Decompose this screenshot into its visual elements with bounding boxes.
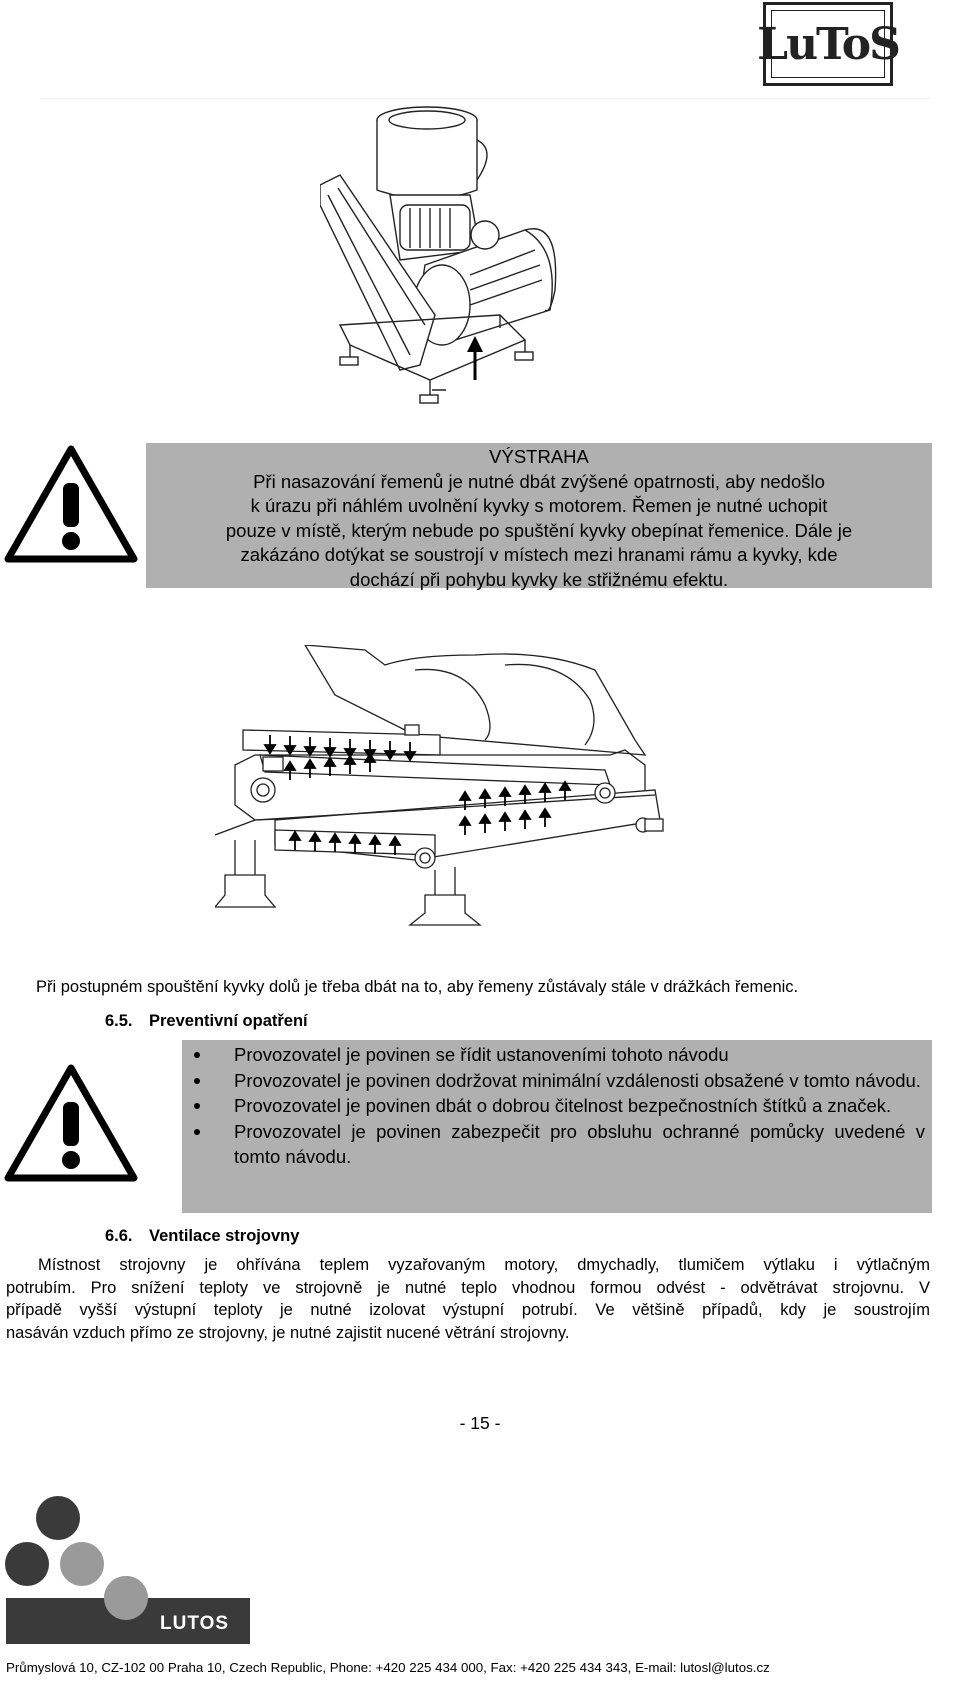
bullet-dot bbox=[194, 1052, 200, 1058]
belt-note: Při postupném spouštění kyvky dolů je třeba dbát na to, aby řemeny zůstávaly stále v drážkách řemenic. bbox=[36, 978, 799, 996]
list-item-text: Provozovatel je povinen dodržovat minimální vzdálenosti obsažené v tomto návodu. bbox=[234, 1069, 921, 1091]
list-item bbox=[190, 1093, 925, 1119]
list-item bbox=[190, 1042, 925, 1068]
section-title: Preventivní opatření bbox=[149, 1012, 308, 1030]
warning-triangle-icon bbox=[4, 443, 138, 565]
warning-line: dochází při pohybu kyvky ke střižnému efektu. bbox=[349, 568, 729, 590]
company-logo-text: LuToS bbox=[771, 10, 885, 78]
warning-line: pouze v místě, kterým nebude po spuštění kyvky obepínat řemenice. Dále je bbox=[225, 519, 853, 541]
warning-triangle-icon bbox=[4, 1062, 138, 1184]
paragraph-line: Místnost strojovny je ohřívána teplem vyzařovaným motory, dmychadly, tlumičem výtlaku i výtlačným bbox=[38, 1256, 930, 1274]
section-number: 6.6. bbox=[105, 1227, 133, 1245]
preventive-measures-list bbox=[190, 1042, 925, 1170]
footer-address: Průmyslová 10, CZ-102 00 Praha 10, Czech Republic, Phone: +420 225 434 000, Fax: +420 225 434 343, E-mail: lutosl@lutos.cz bbox=[6, 1660, 770, 1675]
warning-title: VÝSTRAHA bbox=[489, 446, 589, 467]
list-item-text: Provozovatel je povinen zabezpečit pro obsluhu ochranné pomůcky uvedené v tomto návodu. bbox=[234, 1120, 925, 1167]
blower-illustration bbox=[320, 100, 620, 420]
list-item bbox=[190, 1119, 925, 1170]
paragraph-line: případě vyšší výstupní teploty je nutné izolovat výstupní potrubí. Ve většině případů, kdy je soustrojím bbox=[6, 1301, 930, 1319]
warning-line: Při nasazování řemenů je nutné dbát zvýšené opatrnosti, aby nedošlo bbox=[253, 470, 825, 492]
company-logo bbox=[757, 2, 899, 86]
bullet-dot bbox=[194, 1078, 200, 1084]
paragraph-line: nasáván vzduch přímo ze strojovny, je nutné zajistit nucené větrání strojovny. bbox=[6, 1323, 570, 1342]
bullet-dot bbox=[194, 1129, 200, 1135]
section-number: 6.5. bbox=[105, 1012, 133, 1030]
page-number: - 15 - bbox=[459, 1413, 501, 1433]
paragraph-line: potrubím. Pro snížení teploty ve strojovně je nutné teplo vhodnou formou odvést - odvětrávat strojovnu. V bbox=[6, 1278, 930, 1297]
list-item bbox=[190, 1068, 925, 1094]
ventilation-paragraph bbox=[6, 1254, 930, 1344]
frame-illustration bbox=[215, 645, 705, 930]
list-item-text: Provozovatel je povinen dbát o dobrou čitelnost bezpečnostních štítků a značek. bbox=[234, 1095, 892, 1116]
section-title: Ventilace strojovny bbox=[149, 1227, 300, 1245]
bullet-dot bbox=[194, 1103, 200, 1109]
footer-logo-text: LUTOS bbox=[160, 1613, 230, 1634]
list-item-text: Provozovatel je povinen se řídit ustanoveními tohoto návodu bbox=[234, 1044, 729, 1065]
warning-text bbox=[146, 445, 932, 592]
warning-line: k úrazu při náhlém uvolnění kyvky s motorem. Řemen je nutné uchopit bbox=[250, 495, 828, 516]
header-divider bbox=[40, 98, 930, 99]
warning-line: zakázáno dotýkat se soustrojí v místech mezi hranami rámu a kyvky, kde bbox=[240, 544, 838, 565]
